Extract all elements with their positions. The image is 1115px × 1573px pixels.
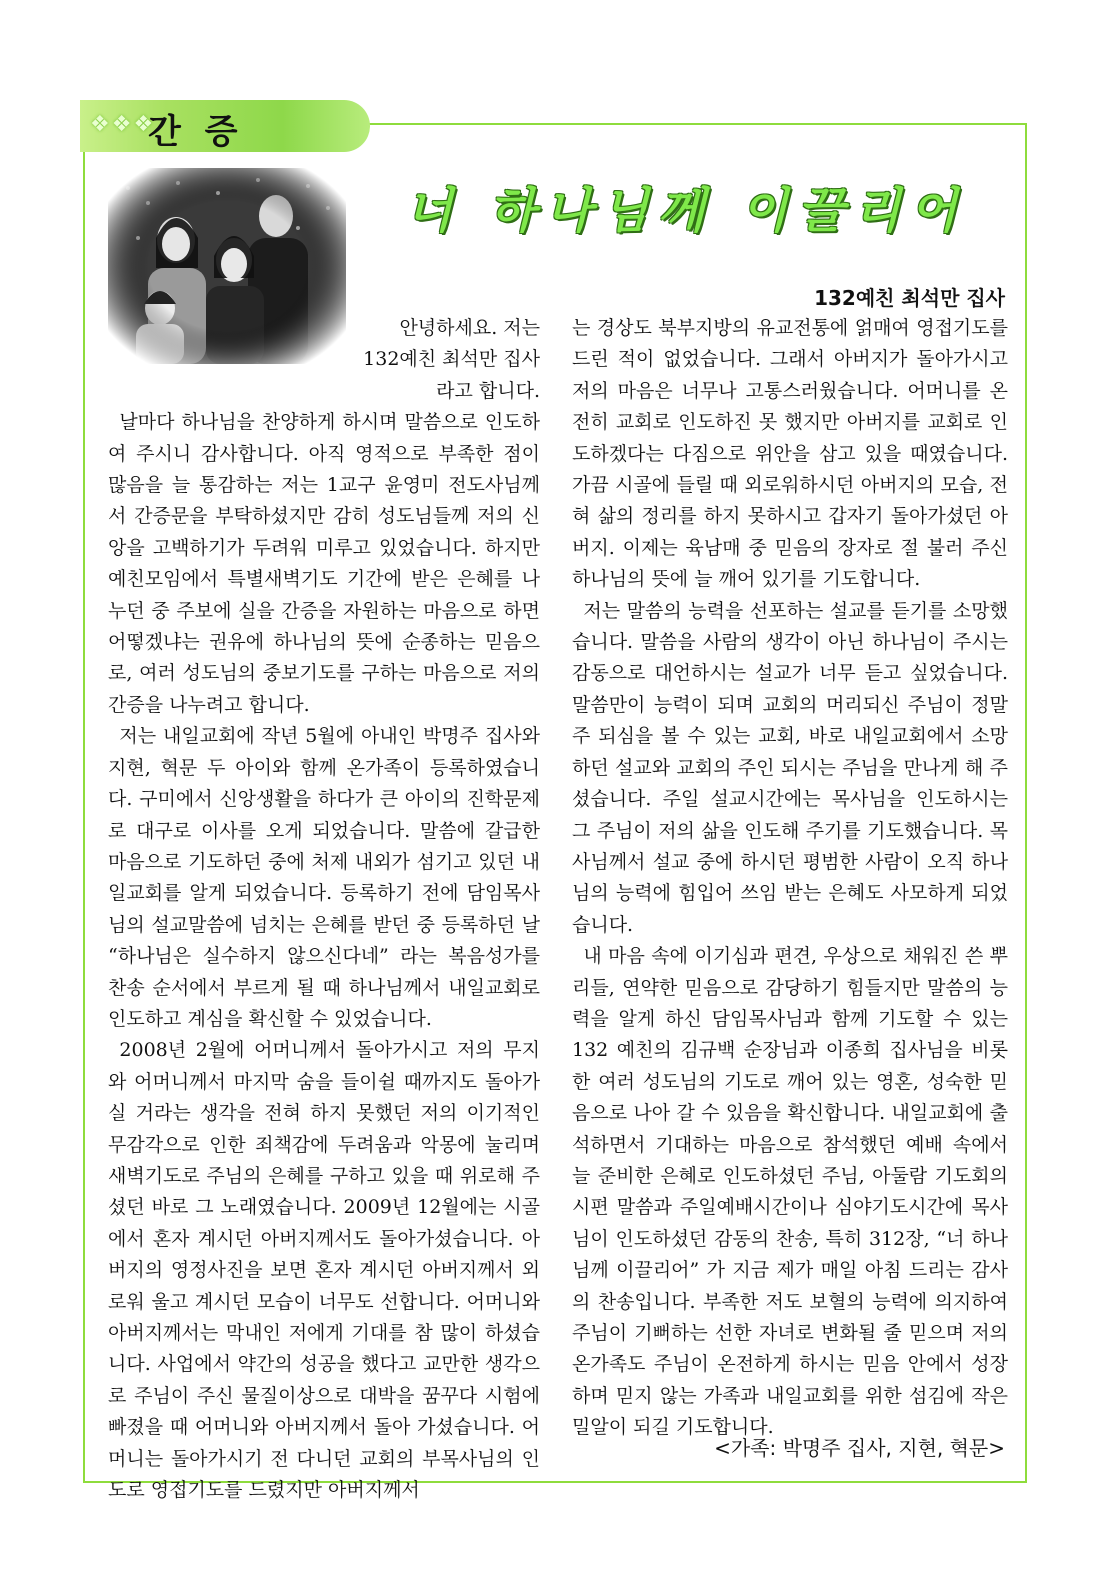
left-column	[108, 313, 540, 1506]
intro-block	[346, 313, 540, 407]
intro-line: 라고 합니다.	[436, 379, 540, 402]
intro-line: 안녕하세요. 저는	[399, 317, 540, 339]
body-paragraph: 는 경상도 북부지방의 유교전통에 얽매여 영접기도를 드린 적이 없었습니다. 그래서 아버지가 돌아가시고 저의 마음은 너무나 고통스러웠습니다. 어머니를 온전히 교회로 인도하진 못 했지만 아버지를 교회로 인도하겠다는 다짐으로 위안을 삼고 있을 때였습니다. 가끔 시골에 들릴 때 외로워하시던 아버지의 모습, 전혀 삶의 정리를 하지 못하시고 갑자기 돌아가셨던 아버지. 이제는 육남매 중 믿음의 장자로 절 불러 주신 하나님의 뜻에 늘 깨어 있기를 기도합니다.	[572, 317, 1008, 591]
author-line: 132예친 최석만 집사	[814, 286, 1005, 310]
header-decoration: ❖❖❖	[90, 112, 156, 137]
article-title: 너 하나님께 이끌리어	[406, 183, 967, 239]
body-paragraph: 2008년 2월에 어머니께서 돌아가시고 저의 무지와 어머니께서 마지막 숨을 들이쉴 때까지도 돌아가실 거라는 생각을 전혀 하지 못했던 저의 이기적인 무감각으로 인한 죄책감에 두려움과 악몽에 눌리며 새벽기도로 주님의 은혜를 구하고 있을 때 위로해 주셨던 바로 그 노래였습니다. 2009년 12월에는 시골에서 혼자 계시던 아버지께서도 돌아가셨습니다. 아버지의 영정사진을 보면 혼자 계시던 아버지께서 외로워 울고 계시던 모습이 너무도 선합니다. 어머니와 아버지께서는 막내인 저에게 기대를 참 많이 하셨습니다. 사업에서 약간의 성공을 했다고 교만한 생각으로 주님이 주신 물질이상으로 대박을 꿈꾸다 시험에 빠졌을 때 어머니와 아버지께서 돌아 가셨습니다. 어머니는 돌아가시기 전 다니던 교회의 부목사님의 인도로 영접기도를 드렸지만 아버지께서	[108, 1039, 540, 1502]
intro-line: 132예친 최석만 집사	[363, 348, 540, 371]
right-column	[572, 313, 1008, 1444]
section-title: 간 증	[148, 112, 244, 152]
body-paragraph: 내 마음 속에 이기심과 편견, 우상으로 채워진 쓴 뿌리들, 연약한 믿음으로 감당하기 힘들지만 말씀의 능력을 알게 하신 담임목사님과 함께 기도할 수 있는 132 예친의 김규백 순장님과 이종희 집사님을 비롯한 여러 성도님의 기도로 깨어 있는 영혼, 성숙한 믿음으로 나아 갈 수 있음을 확신합니다. 내일교회에 출석하면서 기대하는 마음으로 참석했던 예배 속에서 늘 준비한 은혜로 인도하셨던 주님, 아둘람 기도회의 시편 말씀과 주일예배시간이나 심야기도시간에 목사님이 인도하셨던 감동의 찬송, 특히 312장, “너 하나님께 이끌리어” 가 지금 제가 매일 아침 드리는 감사의 찬송입니다. 부족한 저도 보혈의 능력에 의지하여 주님이 기뻐하는 선한 자녀로 변화될 줄 믿으며 저의 온가족도 주님이 온전하게 하시는 믿음 안에서 성장하며 믿지 않는 가족과 내일교회를 위한 섬김에 작은 밀알이 되길 기도합니다.	[572, 945, 1008, 1439]
body-paragraph: 날마다 하나님을 찬양하게 하시며 말씀으로 인도하여 주시니 감사합니다. 아직 영적으로 부족한 점이 많음을 늘 통감하는 저는 1교구 윤영미 전도사님께서 간증문을 부탁하셨지만 감히 성도님들께 저의 신앙을 고백하기가 두려워 미루고 있었습니다. 하지만 예친모임에서 특별새벽기도 기간에 받은 은혜를 나누던 중 주보에 실을 간증을 자원하는 마음으로 하면 어떻겠냐는 권유에 하나님의 뜻에 순종하는 믿음으로, 여러 성도님의 중보기도를 구하는 마음으로 저의 간증을 나누려고 합니다.	[108, 411, 540, 716]
family-note: <가족: 박명주 집사, 지현, 혁문>	[714, 1436, 1005, 1460]
body-paragraph: 저는 내일교회에 작년 5월에 아내인 박명주 집사와 지현, 혁문 두 아이와 함께 온가족이 등록하였습니다. 구미에서 신앙생활을 하다가 큰 아이의 진학문제로 대구로 이사를 오게 되었습니다. 말씀에 갈급한 마음으로 기도하던 중에 처제 내외가 섬기고 있던 내일교회를 알게 되었습니다. 등록하기 전에 담임목사님의 설교말씀에 넘치는 은혜를 받던 중 등록하던 날 “하나님은 실수하지 않으신다네” 라는 복음성가를 찬송 순서에서 부르게 될 때 하나님께서 내일교회로 인도하고 계심을 확신할 수 있었습니다.	[108, 725, 540, 1030]
body-paragraph: 저는 말씀의 능력을 선포하는 설교를 듣기를 소망했습니다. 말씀을 사람의 생각이 아닌 하나님이 주시는 감동으로 대언하시는 설교가 너무 듣고 싶었습니다. 말씀만이 능력이 되며 교회의 머리되신 주님이 정말 주 되심을 볼 수 있는 교회, 바로 내일교회에서 소망하던 설교와 교회의 주인 되시는 주님을 만나게 해 주셨습니다. 주일 설교시간에는 목사님을 인도하시는 그 주님이 저의 삶을 인도해 주기를 기도했습니다. 목사님께서 설교 중에 하시던 평범한 사람이 오직 하나님의 능력에 힘입어 쓰임 받는 은혜도 사모하게 되었습니다.	[572, 599, 1008, 936]
